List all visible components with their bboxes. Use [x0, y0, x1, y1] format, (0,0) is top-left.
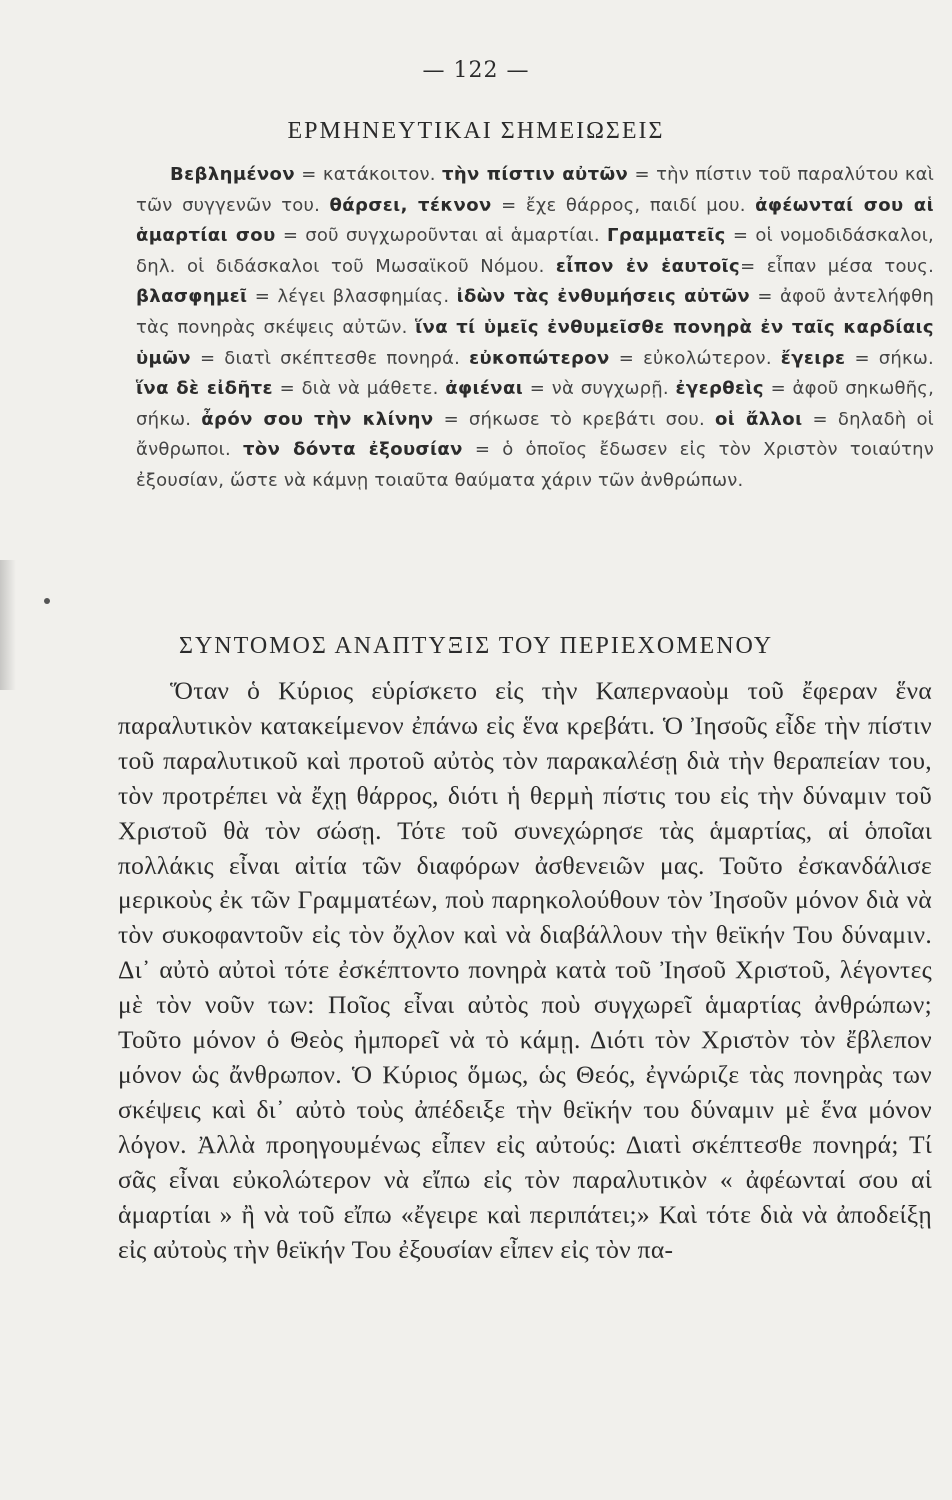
note-gloss: = ἔχε θάρρος, παιδί μου.	[491, 194, 756, 216]
note-gloss: = τὴν πίστιν τοῦ παραλύτου καὶ τῶν συγγενῶν του.	[136, 164, 934, 216]
summary-paragraph: Ὅταν ὁ Κύριος εὑρίσκετο εἰς τὴν Καπερναοὺμ τοῦ ἔφεραν ἕνα παραλυτικὸν κατακείμενον ἐπάνω εἰς ἕνα κρεβάτι. Ὁ Ἰησοῦς εἶδε τὴν πίστιν τοῦ παραλυτικοῦ καὶ προτοῦ αὐτὸς τὸν παρακαλέσῃ διὰ τὴν θεραπείαν του, τὸν προτρέπει νὰ ἔχῃ θάρρος, διότι ἡ θερμὴ πίστις του εἰς τὴν δύναμιν τοῦ Χριστοῦ θὰ τὸν σώσῃ. Τότε τοῦ συνεχώρησε τὰς ἁμαρτίας, αἱ ὁποῖαι πολλάκις εἶναι αἰτία τῶν διαφόρων ἀσθενειῶν μας. Τοῦτο ἐσκανδάλισε μερικοὺς ἐκ τῶν Γραμματέων, ποὺ παρηκολούθουν τὸν Ἰησοῦν μόνον διὰ νὰ τὸν συκοφαντοῦν εἰς τὸν ὄχλον καὶ νὰ διαβάλλουν τὴν θεϊκήν Του δύναμιν. Δι᾿ αὐτὸ αὐτοὶ τότε ἐσκέπτοντο πονηρὰ κατὰ τοῦ Ἰησοῦ Χριστοῦ, λέγοντες μὲ τὸν νοῦν των: Ποῖος εἶναι αὐτὸς ποὺ συγχωρεῖ ἁμαρτίας ἀνθρώπων; Τοῦτο μόνον ὁ Θεὸς ἠμπορεῖ νὰ τὸ κάμῃ. Διότι τὸν Χριστὸν τὸν ἔβλεπον μόνον ὡς ἄνθρωπον. Ὁ Κύριος ὅμως, ὡς Θεός, ἐγνώριζε τὰς πονηρὰς των σκέψεις καὶ δι᾿ αὐτὸ τοὺς ἀπέδειξε τὴν θεϊκήν του δύναμιν μὲ ἕνα μόνον λόγον. Ἀλλὰ προηγουμένως εἶπεν εἰς αὐτούς: Διατὶ σκέπτεσθε πονηρά; Τί σᾶς εἶναι εὐκολώτερον νὰ εἴπω εἰς τὸν παραλυτικὸν « ἀφέωνταί σου αἱ ἁμαρτίαι » ἢ νὰ τοῦ εἴπω «ἔγειρε καὶ περιπάτει;» Καὶ τότε διὰ νὰ ἀποδείξῃ εἰς αὐτοὺς τὴν θεϊκήν Του ἐξουσίαν εἶπεν εἰς τὸν πα-	[118, 676, 932, 1264]
note-term: θάρσει, τέκνον	[329, 194, 492, 216]
note-gloss: = λέγει βλασφημίας.	[247, 286, 457, 308]
note-gloss: = διατὶ σκέπτεσθε πονηρά.	[190, 347, 470, 369]
note-term: ἵνα δὲ εἰδῆτε	[136, 378, 273, 400]
note-gloss: = σήκω.	[845, 347, 934, 369]
note-gloss: = σοῦ συγχωροῦνται αἱ ἁμαρτίαι.	[275, 225, 607, 247]
note-gloss: = νὰ συγχωρῇ.	[523, 378, 676, 400]
note-term: ἀφιέναι	[445, 378, 524, 400]
notes-heading: ΕΡΜΗΝΕΥΤΙΚΑΙ ΣΗΜΕΙΩΣΕΙΣ	[287, 118, 665, 144]
note-gloss: = σήκωσε τὸ κρεβάτι σου.	[433, 408, 715, 430]
note-term: ἆρόν σου τὴν κλίνην	[201, 408, 434, 430]
note-gloss: = ὁ ὁποῖος ἔδωσεν εἰς τὸν Χριστὸν τοιαύτην ἐξουσίαν, ὥστε νὰ κάμνῃ τοιαῦτα θαύματα χάριν τῶν ἀνθρώπων.	[136, 439, 934, 491]
note-term: ἐγερθεὶς	[675, 378, 764, 400]
note-term: ἰδὼν τὰς ἐνθυμήσεις αὐτῶν	[456, 286, 751, 308]
note-term: Βεβλημένον	[170, 164, 295, 185]
note-term: Γραμματεῖς	[606, 225, 726, 247]
note-term: ἀφέωνταί σου αἱ ἁμαρτίαι σου	[136, 194, 934, 247]
page-number: — 122 —	[422, 58, 530, 83]
note-term: βλασφημεῖ	[136, 286, 248, 308]
note-term: εὐκοπώτερον	[469, 347, 610, 369]
note-gloss: = οἱ νομοδιδάσκαλοι, δηλ. οἱ διδάσκαλοι τοῦ Μωσαϊκοῦ Νόμου.	[136, 225, 934, 277]
note-gloss: = εἶπαν μέσα τους.	[740, 255, 934, 277]
note-gloss: = ἀφοῦ ἀντελήφθη τὰς πονηρὰς σκέψεις αὐτῶν.	[136, 286, 934, 338]
note-term: οἱ ἄλλοι	[714, 408, 803, 430]
summary-heading: ΣΥΝΤΟΜΟΣ ΑΝΑΠΤΥΞΙΣ ΤΟΥ ΠΕΡΙΕΧΟΜΕΝΟΥ	[178, 633, 774, 659]
note-term: ἵνα τί ὑμεῖς ἐνθυμεῖσθε πονηρὰ ἐν ταῖς καρδίαις ὑμῶν	[136, 316, 934, 369]
notes-paragraph	[136, 160, 934, 497]
note-term: τὴν πίστιν αὐτῶν	[441, 164, 629, 185]
note-term: εἶπον ἐν ἑαυτοῖς	[555, 255, 741, 277]
note-gloss: = δηλαδὴ οἱ ἄνθρωποι.	[136, 408, 934, 461]
note-gloss: = διὰ νὰ μάθετε.	[272, 378, 446, 400]
note-gloss: = κατάκοιτον.	[294, 164, 442, 185]
margin-dot	[44, 598, 50, 604]
page-edge-shadow	[0, 560, 16, 690]
note-term: ἔγειρε	[780, 347, 846, 369]
note-term: τὸν δόντα ἐξουσίαν	[242, 439, 463, 461]
note-gloss: = ἀφοῦ σηκωθῆς, σήκω.	[136, 378, 934, 430]
note-gloss: = εὐκολώτερον.	[609, 347, 781, 369]
